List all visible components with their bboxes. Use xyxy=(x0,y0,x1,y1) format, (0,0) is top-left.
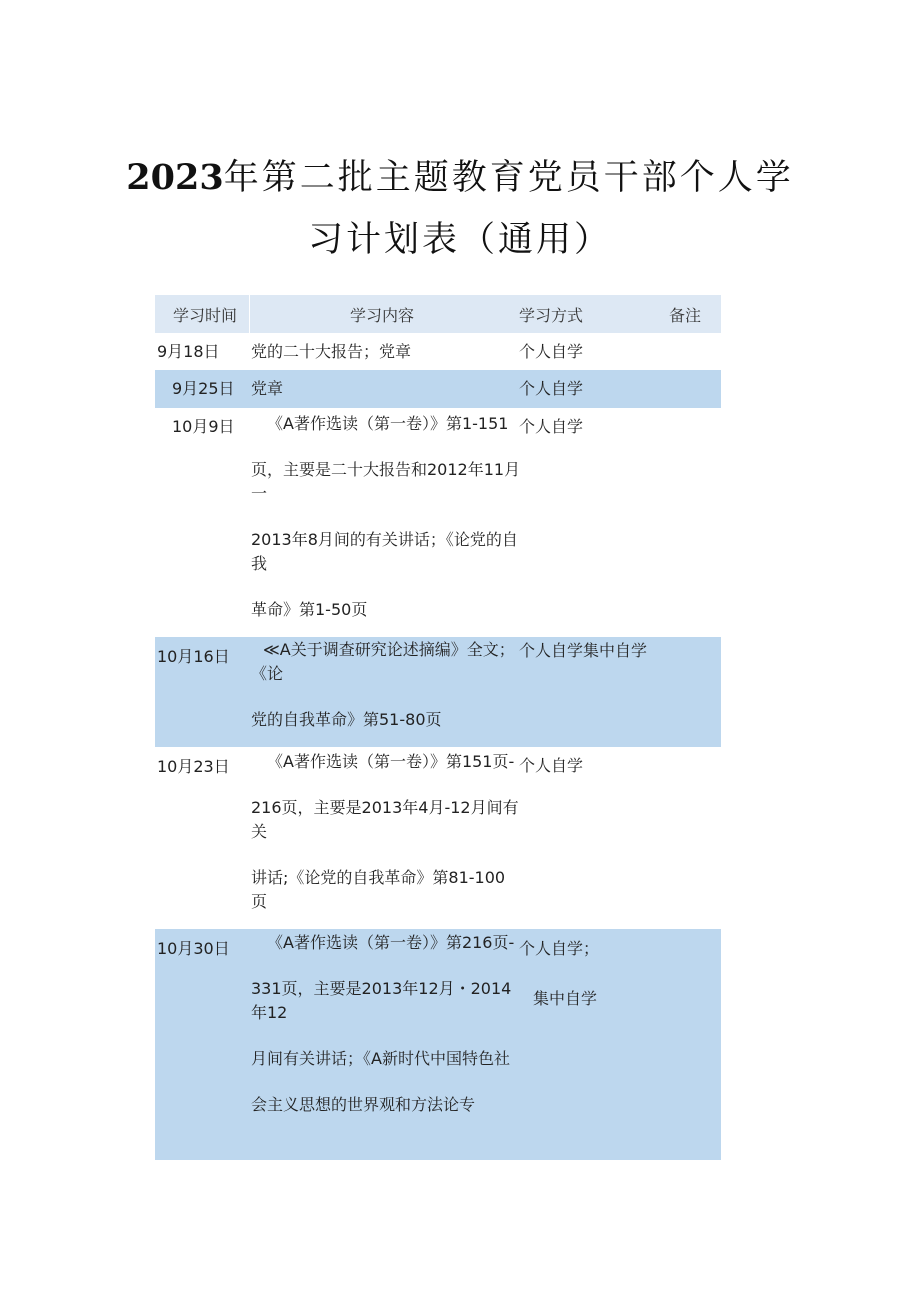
content-para: 页，主要是二十大报告和2012年11月一 xyxy=(251,460,521,503)
content-para: 月间有关讲话；《A新时代中国特色社 xyxy=(251,1049,510,1068)
content-para: 《A著作选读（第一卷）》第1-151 xyxy=(267,414,509,433)
row-content xyxy=(251,931,521,1117)
header-note: 备注 xyxy=(669,306,702,325)
table-row xyxy=(155,637,721,747)
content-para: 331页，主要是2013年12月・2014年12 xyxy=(251,979,512,1022)
header-content: 学习内容 xyxy=(350,306,415,325)
row-method-second: 集中自学 xyxy=(533,989,598,1008)
table-row xyxy=(155,747,721,929)
table-row xyxy=(155,333,721,370)
content-para: 党的自我革命》第51-80页 xyxy=(251,710,442,729)
page-title-line1 xyxy=(0,150,920,200)
table-header-row xyxy=(155,295,721,333)
row-method: 个人自学； xyxy=(519,939,600,958)
content-para: 《A著作选读（第一卷）》第151页- xyxy=(267,752,515,771)
content-para: 革命》第1-50页 xyxy=(251,600,368,619)
title-year: 2023 xyxy=(126,157,224,198)
header-time: 学习时间 xyxy=(173,306,238,325)
table-row xyxy=(155,408,721,637)
row-content: 党章 xyxy=(251,379,284,398)
row-content xyxy=(251,750,521,914)
row-method: 个人自学 xyxy=(519,342,584,361)
row-method: 个人自学 xyxy=(519,756,584,775)
row-time: 10月16日 xyxy=(157,647,230,666)
row-method: 个人自学 xyxy=(519,379,584,398)
row-time: 9月18日 xyxy=(157,342,220,361)
content-para: 《A著作选读（第一卷）》第216页- xyxy=(267,933,515,952)
row-content xyxy=(251,412,521,622)
title-text-line1: 年第二批主题教育党员干部个人学 xyxy=(223,158,794,198)
content-para: 会主义思想的世界观和方法论专 xyxy=(251,1095,476,1114)
row-content xyxy=(251,638,521,732)
content-para: 2013年8月间的有关讲话；《论党的自我 xyxy=(251,530,518,573)
content-para: 讲话;《论党的自我革命》第81-100页 xyxy=(251,868,506,911)
page-title-line2: 习计划表（通用） xyxy=(307,220,612,260)
content-para: ≪A关于调查研究论述摘编》全文；《论 xyxy=(251,640,515,683)
row-method: 个人自学集中自学 xyxy=(519,641,648,660)
row-method: 个人自学 xyxy=(519,417,584,436)
row-content: 党的二十大报告；党章 xyxy=(251,342,412,361)
row-time: 10月23日 xyxy=(157,757,230,776)
table-row xyxy=(155,370,721,408)
content-para: 216页，主要是2013年4月-12月间有关 xyxy=(251,798,519,841)
table-row xyxy=(155,929,721,1160)
header-method: 学习方式 xyxy=(519,306,584,325)
row-time: 10月30日 xyxy=(157,939,230,958)
row-time: 9月25日 xyxy=(172,379,235,398)
row-time: 10月9日 xyxy=(172,417,235,436)
